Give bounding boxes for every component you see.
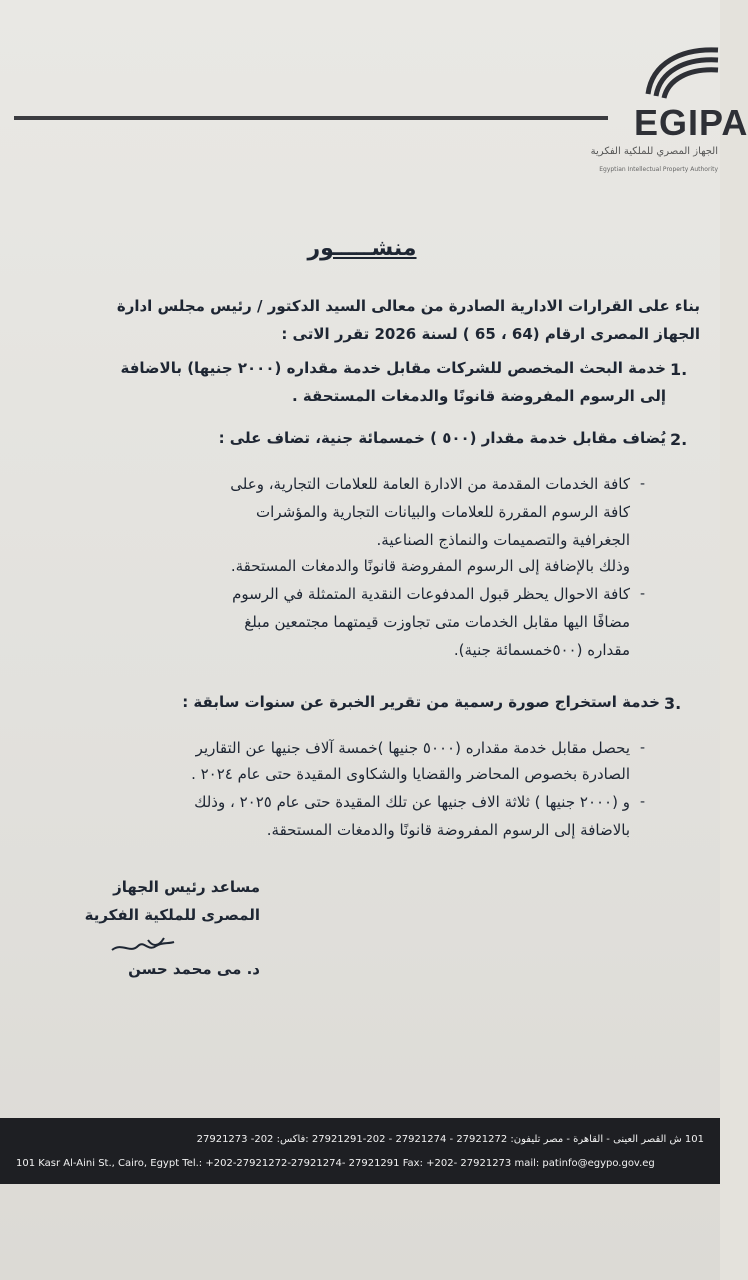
signature-title-line-1: مساعد رئيس الجهاز [113, 878, 260, 896]
item-2-bullet-2-line: مقداره (٥٠٠خمسمائة جنية). [453, 641, 630, 659]
item-1-line-1: خدمة البحث المخصص للشركات مقابل خدمة مقداره (٢٠٠٠ جنيها) بالاضافة [120, 359, 666, 377]
logo-arabic: الجهاز المصري للملكية الفكرية [590, 146, 718, 157]
item-3-bullet-2-line: بالاضافة إلى الرسوم المفروضة قانونًا والدمغات المستحقة. [266, 821, 630, 839]
header-rule [14, 116, 608, 120]
item-2-bullet-1-line: الجغرافية والتصميمات والنماذج الصناعية. [376, 531, 630, 549]
item-2-bullet-2-line: مضافًا اليها مقابل الخدمات متى تجاوزت قيمتهما مجتمعين مبلغ [244, 613, 630, 631]
footer-english-address: 101 Kasr Al-Aini St., Cairo, Egypt Tel.: +202-27921272-27921274- 27921291 Fax: +202- 27921273 mail: patinfo@egypo.gov.eg [16, 1158, 655, 1169]
bullet-dash: - [640, 794, 646, 810]
intro-line-1: بناء على القرارات الادارية الصادرة من معالى السيد الدكتور / رئيس مجلس ادارة [116, 297, 700, 315]
item-2-bullet-1-line: كافة الخدمات المقدمة من الادارة العامة للعلامات التجارية، وعلى [230, 475, 630, 493]
item-number: 1. [670, 360, 688, 379]
logo-english: Egyptian Intellectual Property Authority [599, 166, 718, 173]
bullet-dash: - [640, 476, 646, 492]
logo-text: EGIPA [634, 102, 748, 143]
item-number: 2. [670, 430, 688, 449]
item-3-line-1: خدمة استخراج صورة رسمية من تقرير الخبرة عن سنوات سابقة : [182, 693, 660, 711]
logo-arc-icon [640, 42, 720, 102]
page-title: منشـــــور [307, 236, 417, 261]
item-3-bullet-1-line: يحصل مقابل خدمة مقداره (٥٠٠٠ جنيها )خمسة آلاف جنيها عن التقارير [195, 739, 630, 757]
item-3-bullet-1-line: الصادرة بخصوص المحاضر والقضايا والشكاوى المقيدة حتى عام ٢٠٢٤ . [191, 765, 630, 783]
authority-logo [590, 42, 748, 182]
bullet-dash: - [640, 586, 646, 602]
handwritten-signature [108, 932, 178, 958]
intro-line-2: الجهاز المصرى ارقام (64 ، 65 ) لسنة 2026 تقرر الاتى : [281, 325, 700, 343]
item-2-bullet-1-line: وذلك بالإضافة إلى الرسوم المفروضة قانونًا والدمغات المستحقة. [230, 557, 630, 575]
item-2-bullet-2-line: كافة الاحوال يحظر قبول المدفوعات النقدية المتمثلة في الرسوم [232, 585, 630, 603]
footer-arabic-address: 101 ش القصر العينى - القاهرة - مصر تليفون: 27921272 - 27921274 - 202-27921291 :فاكس: 202- 27921273 [196, 1134, 704, 1145]
item-number: 3. [664, 694, 682, 713]
bullet-dash: - [640, 740, 646, 756]
signatory-name: د. مى محمد حسن [128, 960, 260, 978]
item-2-line-1: يُضاف مقابل خدمة مقدار (٥٠٠ ) خمسمائة جنية، تضاف على : [218, 429, 666, 447]
signature-title-line-2: المصرى للملكية الفكرية [84, 906, 260, 924]
item-3-bullet-2-line: و (٢٠٠٠ جنيها ) ثلاثة الاف جنيها عن تلك المقيدة حتى عام ٢٠٢٥ ، وذلك [194, 793, 630, 811]
item-1-line-2: إلى الرسوم المفروضة قانونًا والدمغات المستحقة . [291, 387, 666, 405]
page-footer [0, 1118, 720, 1184]
item-2-bullet-1-line: كافة الرسوم المقررة للعلامات والبيانات التجارية والمؤشرات [256, 503, 630, 521]
